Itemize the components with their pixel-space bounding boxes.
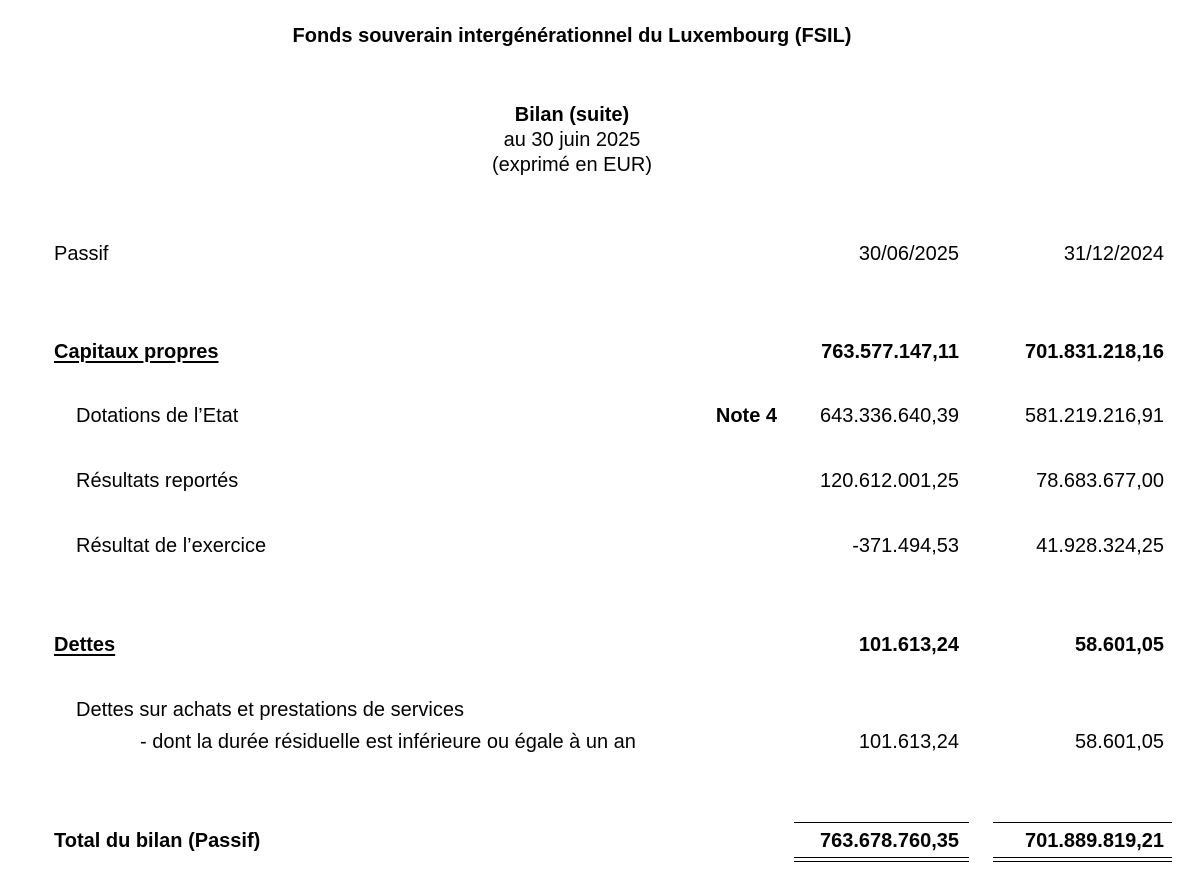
- dettes-achats-2024: 58.601,05: [1075, 731, 1164, 753]
- column-header-2024: 31/12/2024: [1063, 243, 1164, 265]
- dettes-label: Dettes: [54, 634, 116, 656]
- dettes-achats-label: Dettes sur achats et prestations de services: [76, 699, 464, 721]
- dotations-label: Dotations de l’Etat: [76, 405, 239, 427]
- resultat-exercice-2025: -371.494,53: [852, 535, 959, 557]
- resultats-reportes-label: Résultats reportés: [76, 470, 239, 492]
- statement-date: au 30 juin 2025: [503, 129, 641, 151]
- entity-title: Fonds souverain intergénérationnel du Luxembourg (FSIL): [292, 25, 852, 47]
- resultats-reportes-2025: 120.612.001,25: [819, 470, 959, 492]
- total-top-rule-2025: [794, 822, 969, 823]
- total-2024: 701.889.819,21: [1024, 830, 1164, 852]
- column-header-2025: 30/06/2025: [858, 243, 959, 265]
- total-2025: 763.678.760,35: [819, 830, 959, 852]
- passif-label: Passif: [54, 243, 109, 265]
- total-top-rule-2024: [993, 822, 1172, 823]
- dotations-2024: 581.219.216,91: [1024, 405, 1164, 427]
- dettes-achats-sub-label: - dont la durée résiduelle est inférieure ou égale à un an: [140, 731, 636, 753]
- statement-currency: (exprimé en EUR): [491, 154, 653, 176]
- statement-title: Bilan (suite): [514, 104, 630, 126]
- resultat-exercice-label: Résultat de l’exercice: [76, 535, 267, 557]
- dettes-achats-2025: 101.613,24: [858, 731, 959, 753]
- dettes-2025: 101.613,24: [858, 634, 959, 656]
- resultat-exercice-2024: 41.928.324,25: [1036, 535, 1164, 557]
- total-label: Total du bilan (Passif): [54, 830, 261, 852]
- capitaux-propres-2024: 701.831.218,16: [1024, 341, 1164, 363]
- resultats-reportes-2024: 78.683.677,00: [1036, 470, 1164, 492]
- dettes-2024: 58.601,05: [1075, 634, 1164, 656]
- capitaux-propres-2025: 763.577.147,11: [821, 341, 959, 363]
- dotations-2025: 643.336.640,39: [819, 405, 959, 427]
- capitaux-propres-label: Capitaux propres: [54, 341, 219, 363]
- total-double-rule-2025: [794, 857, 969, 862]
- dotations-note: Note 4: [715, 405, 777, 427]
- total-double-rule-2024: [993, 857, 1172, 862]
